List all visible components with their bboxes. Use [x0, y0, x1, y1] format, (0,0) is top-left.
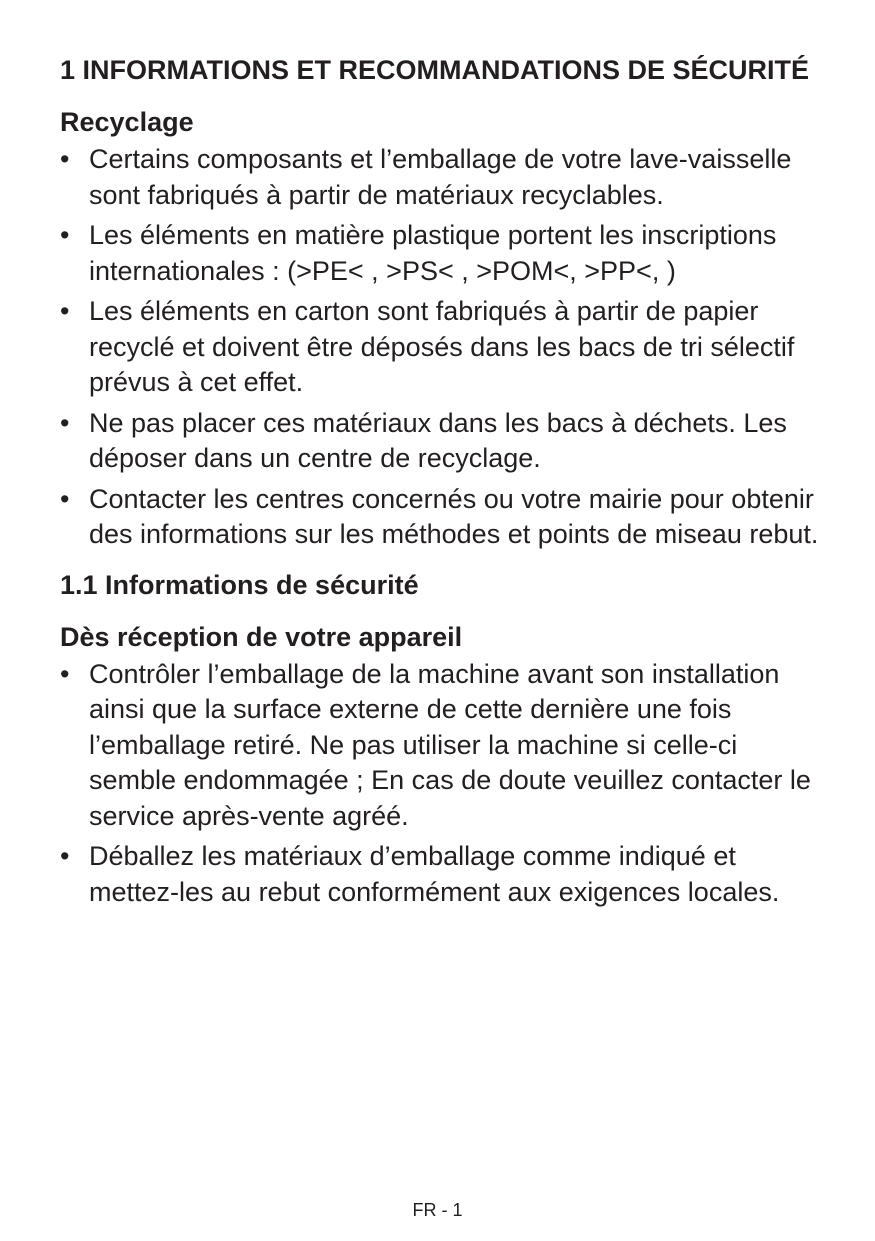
- page-title: 1 INFORMATIONS ET RECOMMANDATIONS DE SÉCURITÉ: [60, 55, 810, 85]
- list-item-text: Ne pas placer ces matériaux dans les bacs à déchets. Les déposer dans un centre de recyclage.: [89, 407, 787, 473]
- bullet-icon: •: [60, 144, 70, 174]
- bullet-icon: •: [60, 658, 70, 689]
- section-heading-recyclage: Recyclage: [60, 107, 194, 137]
- list-item-text: Contacter les centres concernés ou votre mairie pour obtenir des informations sur les méthodes et points de miseau rebut.: [89, 483, 819, 549]
- recyclage-list: [60, 142, 820, 553]
- document-page: [60, 52, 820, 915]
- list-item: [60, 657, 820, 835]
- page-number: FR - 1: [412, 1200, 463, 1220]
- bullet-icon: •: [60, 296, 70, 326]
- list-item-text: Les éléments en carton sont fabriqués à partir de papier recyclé et doivent être déposés dans les bacs de tri sélectif prévus à cet effet.: [89, 296, 795, 397]
- list-item: [60, 142, 820, 213]
- reception-list: [60, 657, 820, 911]
- list-item: [60, 482, 820, 553]
- bullet-icon: •: [60, 407, 70, 438]
- list-item-text: Certains composants et l’emballage de votre lave-vaisselle sont fabriqués à partir de matériaux recyclables.: [89, 144, 792, 210]
- list-item: [60, 406, 820, 477]
- list-item: [60, 839, 820, 910]
- list-item-text: Les éléments en matière plastique portent les inscriptions internationales : (>PE< , >PS< , >POM<, >PP<, ): [89, 220, 777, 286]
- bullet-icon: •: [60, 841, 70, 871]
- list-item-text: Déballez les matériaux d’emballage comme indiqué et mettez-les au rebut conformément aux exigences locales.: [89, 841, 780, 907]
- bullet-icon: •: [60, 483, 70, 514]
- section-heading-securite: 1.1 Informations de sécurité: [60, 569, 419, 600]
- list-item: [60, 294, 820, 401]
- list-item-text: Contrôler l’emballage de la machine avant son installation ainsi que la surface externe de cette dernière une fois l’emballage retiré. Ne pas utiliser la machine si celle-ci semble endommagée ; En cas de doute veuillez contacter le service après-vente agréé.: [89, 658, 811, 831]
- list-item: [60, 218, 820, 289]
- bullet-icon: •: [60, 220, 70, 250]
- section-heading-reception: Dès réception de votre appareil: [60, 621, 463, 652]
